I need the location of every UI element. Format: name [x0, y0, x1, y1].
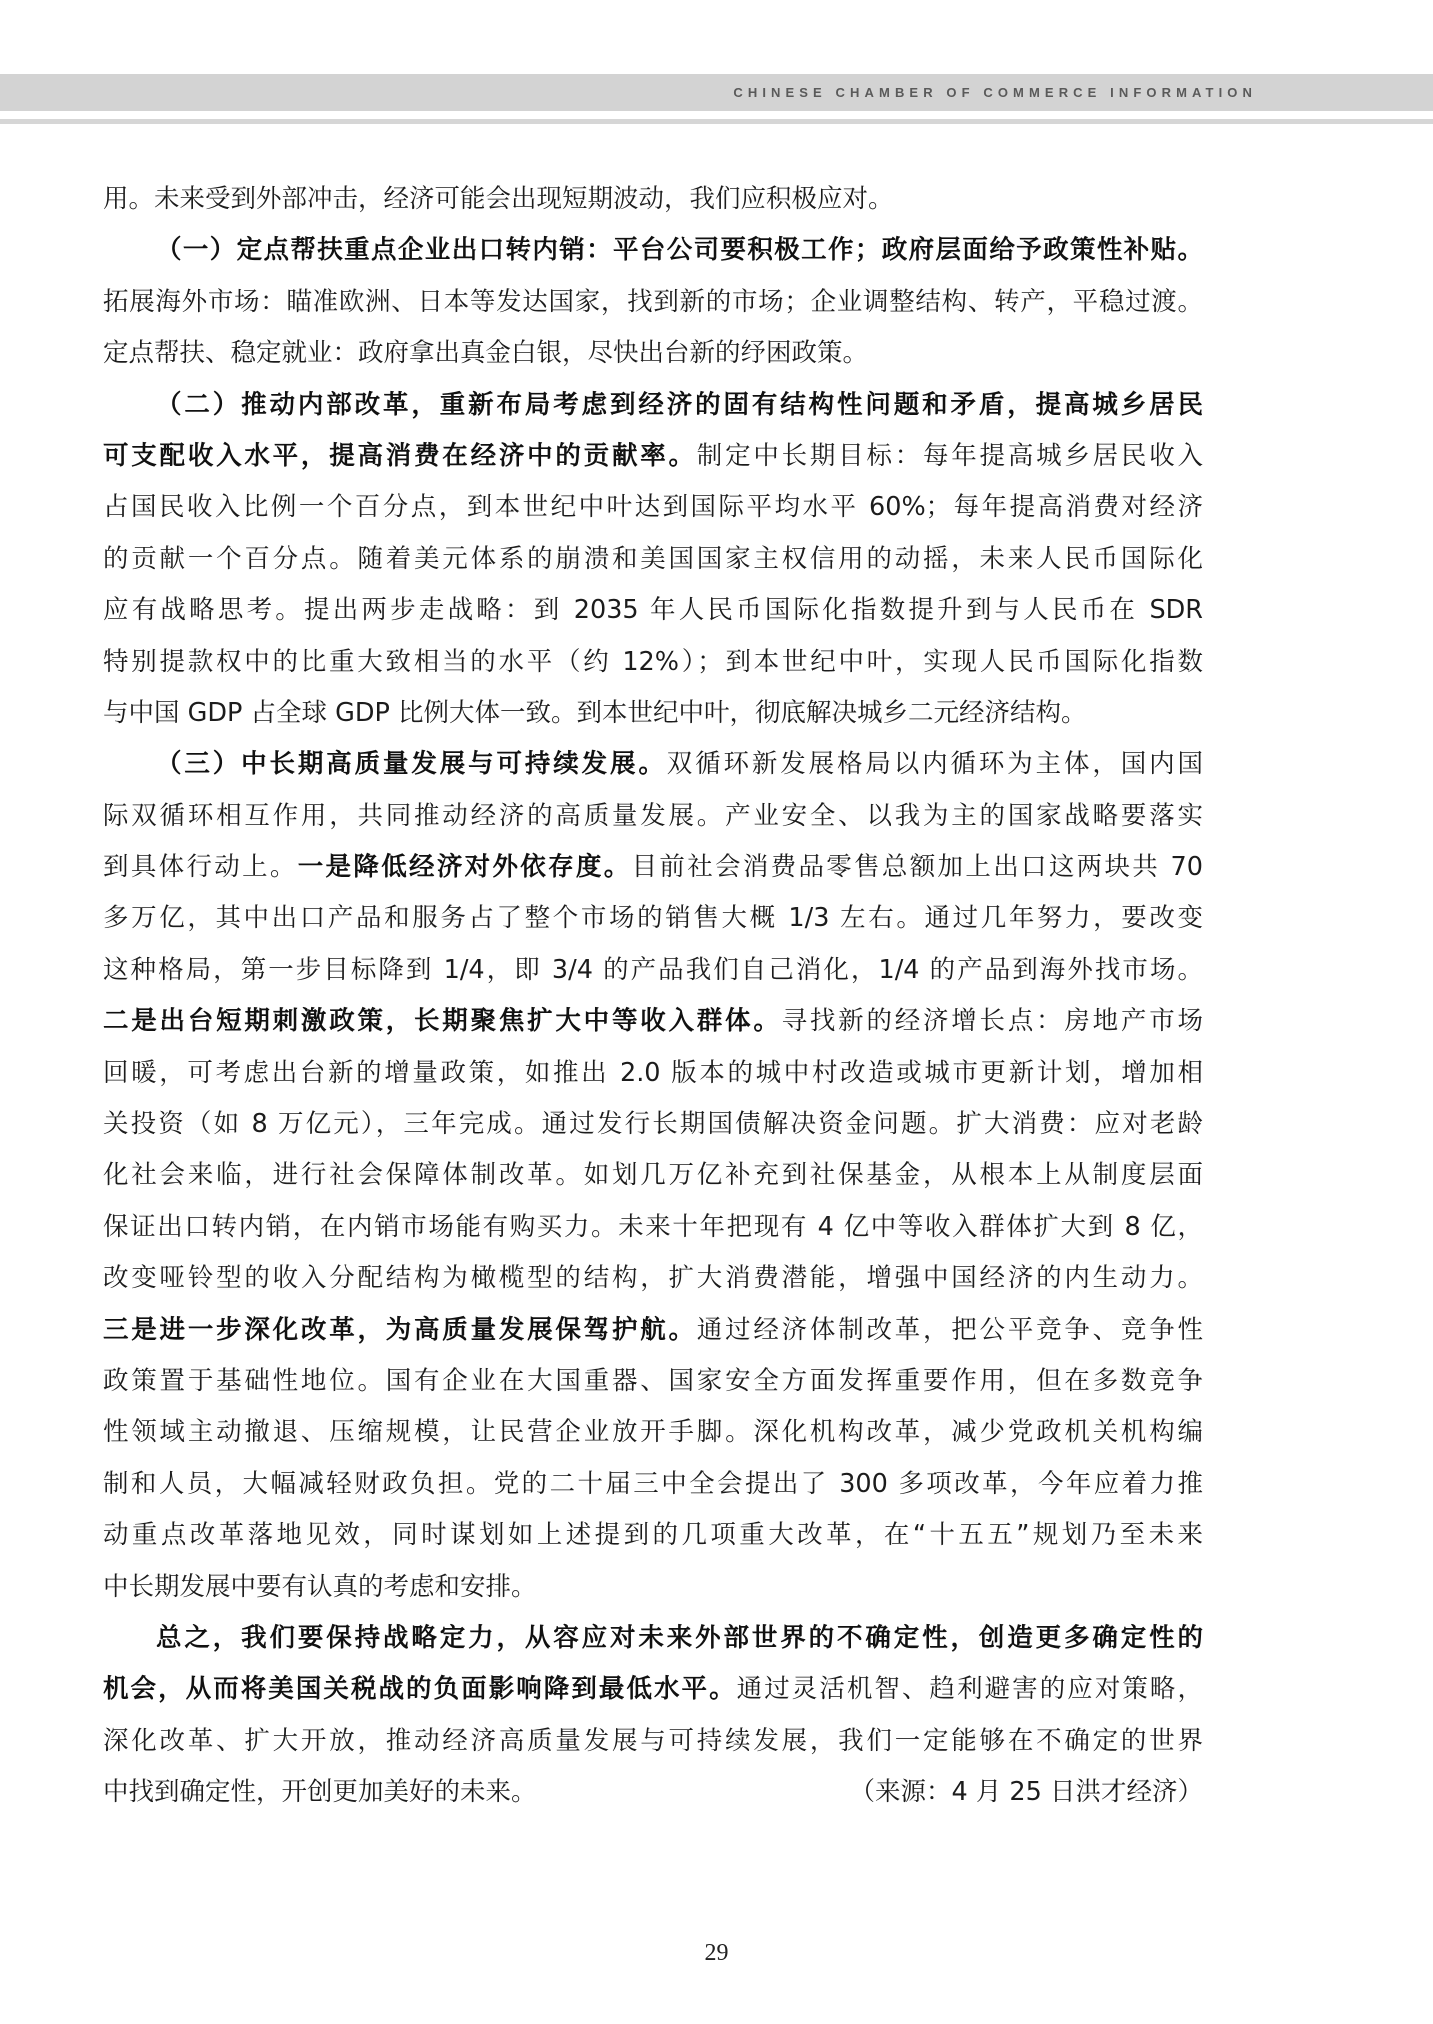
section-heading: （一）定点帮扶重点企业出口转内销：平台公司要积极工作；政府层面给予政策性补贴。: [156, 235, 1203, 266]
text-line: [103, 1099, 1203, 1150]
text-line: [103, 1048, 1203, 1099]
paragraph-section-1: [103, 225, 1203, 379]
text-line: [103, 739, 1203, 790]
text-segment: 动重点改革落地见效，同时谋划如上述提到的几项重大改革，在“十五五”规划乃至未来: [103, 1520, 1203, 1551]
text-segment: 多万亿，其中出口产品和服务占了整个市场的销售大概 1/3 左右。通过几年努力，要改变: [103, 903, 1203, 934]
running-title: CHINESE CHAMBER OF COMMERCE INFORMATION: [733, 85, 1257, 100]
text-segment: 到具体行动上。: [103, 852, 298, 883]
source-citation: （来源：4 月 25 日洪才经济）: [849, 1777, 1203, 1808]
section-heading: （三）中长期高质量发展与可持续发展。: [156, 749, 667, 780]
point-heading-1: 一是降低经济对外依存度。: [297, 852, 632, 883]
text-line: [103, 1305, 1203, 1356]
text-segment: 性领域主动撤退、压缩规模，让民营企业放开手脚。深化机构改革，减少党政机关机构编: [103, 1417, 1203, 1448]
text-line: [103, 688, 1203, 739]
text-line: [103, 1664, 1203, 1715]
text-line: [103, 842, 1203, 893]
text-line: [103, 1767, 1203, 1818]
text-segment: 中长期发展中要有认真的考虑和安排。: [103, 1571, 537, 1602]
text-segment: 双循环新发展格局以内循环为主体，国内国: [666, 749, 1203, 780]
text-segment: 寻找新的经济增长点：房地产市场: [781, 1006, 1203, 1037]
article-body: [103, 174, 1203, 1819]
text-line: [103, 380, 1203, 431]
text-line: [103, 1253, 1203, 1304]
conclusion-heading: 总之，我们要保持战略定力，从容应对未来外部世界的不确定性，创造更多确定性的: [156, 1622, 1203, 1653]
text-line: [103, 534, 1203, 585]
text-line: [103, 996, 1203, 1047]
paragraph-continuation: [103, 174, 1203, 225]
text-segment: 特别提款权中的比重大致相当的水平（约 12%）；到本世纪中叶，实现人民币国际化指数: [103, 646, 1203, 677]
text-line: [103, 1407, 1203, 1458]
text-segment: 与中国 GDP 占全球 GDP 比例大体一致。到本世纪中叶，彻底解决城乡二元经济结构。: [103, 697, 1087, 728]
text-segment: 保证出口转内销，在内销市场能有购买力。未来十年把现有 4 亿中等收入群体扩大到 8 亿，: [103, 1211, 1203, 1242]
paragraph-section-3: [103, 739, 1203, 1613]
section-heading: 可支配收入水平，提高消费在经济中的贡献率。: [103, 440, 697, 471]
text-segment: 政策置于基础性地位。国有企业在大国重器、国家安全方面发挥重要作用，但在多数竞争: [103, 1365, 1203, 1396]
header-rule: [0, 119, 1433, 124]
text-segment: 化社会来临，进行社会保障体制改革。如划几万亿补充到社保基金，从根本上从制度层面: [103, 1160, 1203, 1191]
text-line: [103, 328, 1203, 379]
text-segment: 通过经济体制改革，把公平竞争、竞争性: [696, 1314, 1203, 1345]
text-line: [103, 585, 1203, 636]
text-segment: 制定中长期目标：每年提高城乡居民收入: [696, 440, 1203, 471]
text-line: [103, 174, 1203, 225]
text-segment: 这种格局，第一步目标降到 1/4，即 3/4 的产品我们自己消化，1/4 的产品到海外找市场。: [103, 954, 1203, 985]
conclusion-heading: 机会，从而将美国关税战的负面影响降到最低水平。: [103, 1674, 737, 1705]
text-segment: 拓展海外市场：瞄准欧洲、日本等发达国家，找到新的市场；企业调整结构、转产，平稳过渡。: [103, 286, 1203, 317]
text-segment: 中找到确定性，开创更加美好的未来。: [103, 1777, 537, 1808]
text-line: [103, 1150, 1203, 1201]
text-line: [103, 945, 1203, 996]
text-line: [103, 1459, 1203, 1510]
point-heading-3: 三是进一步深化改革，为高质量发展保驾护航。: [103, 1314, 697, 1345]
text-line: [103, 431, 1203, 482]
text-line: [103, 791, 1203, 842]
text-line: [103, 1716, 1203, 1767]
text-segment: 占国民收入比例一个百分点，到本世纪中叶达到国际平均水平 60%；每年提高消费对经济: [103, 492, 1203, 523]
text-segment: 定点帮扶、稳定就业：政府拿出真金白银，尽快出台新的纾困政策。: [103, 338, 869, 369]
point-heading-2: 二是出台短期刺激政策，长期聚焦扩大中等收入群体。: [103, 1006, 782, 1037]
text-segment: 制和人员，大幅减轻财政负担。党的二十届三中全会提出了 300 多项改革，今年应着力推: [103, 1468, 1203, 1499]
text-line: [103, 637, 1203, 688]
text-segment: 应有战略思考。提出两步走战略：到 2035 年人民币国际化指数提升到与人民币在 SDR: [103, 595, 1203, 626]
paragraph-section-2: [103, 380, 1203, 740]
text-segment: 际双循环相互作用，共同推动经济的高质量发展。产业安全、以我为主的国家战略要落实: [103, 800, 1203, 831]
text-segment: 通过灵活机智、趋利避害的应对策略，: [736, 1674, 1203, 1705]
text-line: [103, 1202, 1203, 1253]
text-segment: 改变哑铃型的收入分配结构为橄榄型的结构，扩大消费潜能，增强中国经济的内生动力。: [103, 1263, 1203, 1294]
text-line: [103, 1510, 1203, 1561]
text-line: [103, 225, 1203, 276]
text-segment: 回暖，可考虑出台新的增量政策，如推出 2.0 版本的城中村改造或城市更新计划，增加相: [103, 1057, 1203, 1088]
section-heading: （二）推动内部改革，重新布局考虑到经济的固有结构性问题和矛盾，提高城乡居民: [156, 389, 1203, 420]
text-line: [103, 893, 1203, 944]
text-segment: 的贡献一个百分点。随着美元体系的崩溃和美国国家主权信用的动摇，未来人民币国际化: [103, 543, 1203, 574]
text-line: [103, 1613, 1203, 1664]
text-line: [103, 1562, 1203, 1613]
text-segment: 目前社会消费品零售总额加上出口这两块共 70: [631, 852, 1203, 883]
page-number: 29: [704, 1940, 729, 1966]
text-segment: 关投资（如 8 万亿元），三年完成。通过发行长期国债解决资金问题。扩大消费：应对老龄: [103, 1109, 1203, 1140]
text-line: [103, 277, 1203, 328]
text-segment: 深化改革、扩大开放，推动经济高质量发展与可持续发展，我们一定能够在不确定的世界: [103, 1725, 1203, 1756]
paragraph-conclusion: [103, 1613, 1203, 1819]
text-segment: 用。未来受到外部冲击，经济可能会出现短期波动，我们应积极应对。: [103, 184, 894, 214]
text-line: [103, 482, 1203, 533]
text-line: [103, 1356, 1203, 1407]
